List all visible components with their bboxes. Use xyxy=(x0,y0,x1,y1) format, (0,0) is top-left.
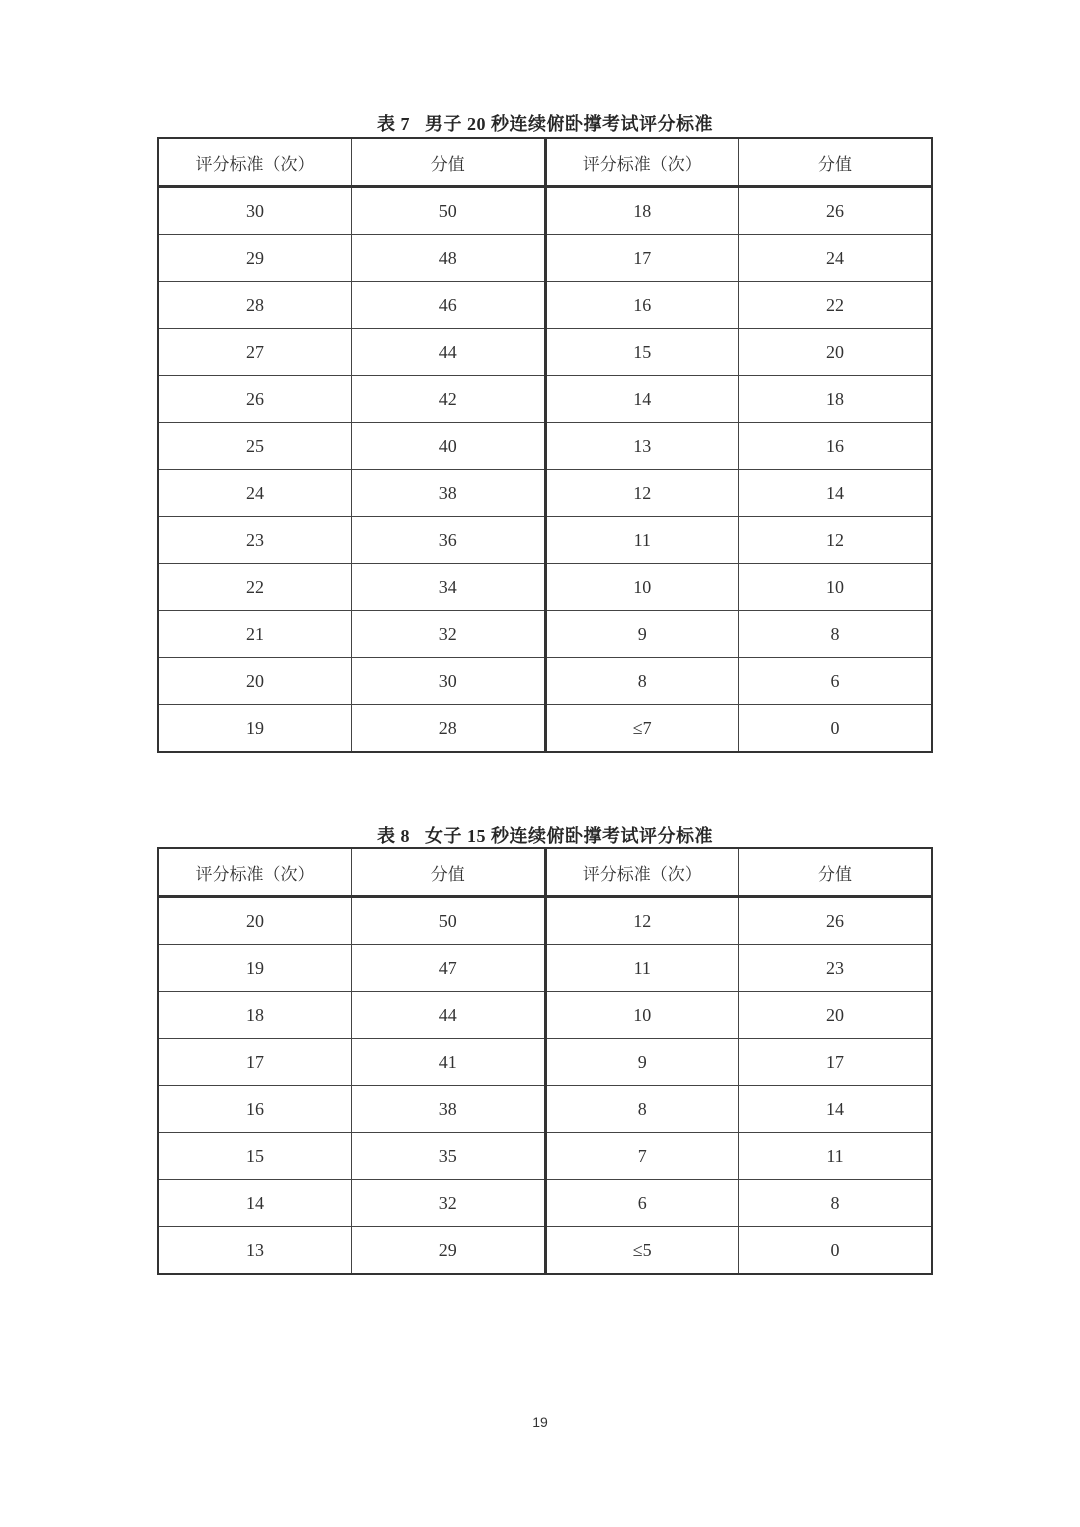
table8-caption: 表 8 女子 15 秒连续俯卧撑考试评分标准 xyxy=(377,826,713,846)
table-cell: 14 xyxy=(545,376,739,423)
table-row xyxy=(158,235,932,282)
table-cell: 30 xyxy=(158,187,352,235)
table-cell: 19 xyxy=(158,705,352,753)
table-cell: 47 xyxy=(352,945,546,992)
table-row xyxy=(158,470,932,517)
table-cell: 13 xyxy=(158,1227,352,1275)
table-cell: 48 xyxy=(352,235,546,282)
table-row xyxy=(158,897,932,945)
table-row xyxy=(158,992,932,1039)
table-cell: 12 xyxy=(545,470,739,517)
table-cell: 30 xyxy=(352,658,546,705)
table-cell: 20 xyxy=(739,992,933,1039)
table-cell: 16 xyxy=(158,1086,352,1133)
table-cell: 34 xyxy=(352,564,546,611)
table-cell: 50 xyxy=(352,187,546,235)
table-cell: 26 xyxy=(739,897,933,945)
table-row xyxy=(158,423,932,470)
table-cell: 17 xyxy=(158,1039,352,1086)
table-cell: 0 xyxy=(739,1227,933,1275)
table-cell: 32 xyxy=(352,1180,546,1227)
table-cell: 50 xyxy=(352,897,546,945)
table-cell: 14 xyxy=(739,470,933,517)
table-row xyxy=(158,705,932,753)
table-cell: 22 xyxy=(739,282,933,329)
table7-header xyxy=(158,138,932,187)
table-row xyxy=(158,517,932,564)
table-cell: 20 xyxy=(158,897,352,945)
table-cell: 21 xyxy=(158,611,352,658)
table-cell: 14 xyxy=(739,1086,933,1133)
table-cell: 13 xyxy=(545,423,739,470)
table-cell: 24 xyxy=(739,235,933,282)
table-row xyxy=(158,187,932,235)
column-header: 分值 xyxy=(352,848,546,897)
table-row xyxy=(158,945,932,992)
table-cell: 11 xyxy=(545,945,739,992)
table-cell: 41 xyxy=(352,1039,546,1086)
page-number: 19 xyxy=(532,1414,548,1430)
table-cell: 8 xyxy=(739,611,933,658)
table8-female-pushup-scoring xyxy=(157,847,933,1275)
table-cell: 42 xyxy=(352,376,546,423)
table-cell: 14 xyxy=(158,1180,352,1227)
table-cell: 17 xyxy=(739,1039,933,1086)
table-cell: 25 xyxy=(158,423,352,470)
column-header: 分值 xyxy=(352,138,546,187)
column-header: 评分标准（次） xyxy=(158,848,352,897)
table-cell: 18 xyxy=(739,376,933,423)
table-cell: 9 xyxy=(545,611,739,658)
table-cell: 23 xyxy=(739,945,933,992)
table-cell: 27 xyxy=(158,329,352,376)
table-cell: 19 xyxy=(158,945,352,992)
table-cell: 20 xyxy=(158,658,352,705)
header-row xyxy=(158,848,932,897)
table-cell: 16 xyxy=(545,282,739,329)
table-row xyxy=(158,1039,932,1086)
table-row xyxy=(158,1133,932,1180)
table-cell: 11 xyxy=(545,517,739,564)
column-header: 分值 xyxy=(739,848,933,897)
table-cell: 26 xyxy=(158,376,352,423)
table-cell: 40 xyxy=(352,423,546,470)
table-cell: 6 xyxy=(545,1180,739,1227)
table7-caption: 表 7 男子 20 秒连续俯卧撑考试评分标准 xyxy=(377,114,713,134)
table-cell: 44 xyxy=(352,992,546,1039)
table-cell: 9 xyxy=(545,1039,739,1086)
table8-header xyxy=(158,848,932,897)
table-row xyxy=(158,564,932,611)
table-cell: 12 xyxy=(739,517,933,564)
table7-male-pushup-scoring xyxy=(157,137,933,753)
table-cell: 28 xyxy=(158,282,352,329)
table-cell: ≤7 xyxy=(545,705,739,753)
table-cell: 10 xyxy=(739,564,933,611)
table-cell: 44 xyxy=(352,329,546,376)
table-cell: 10 xyxy=(545,992,739,1039)
table7-body xyxy=(158,187,932,753)
table-cell: 17 xyxy=(545,235,739,282)
table-cell: 7 xyxy=(545,1133,739,1180)
table-cell: 26 xyxy=(739,187,933,235)
table-row xyxy=(158,658,932,705)
table-cell: 8 xyxy=(739,1180,933,1227)
table-cell: 15 xyxy=(158,1133,352,1180)
table-cell: ≤5 xyxy=(545,1227,739,1275)
table-cell: 11 xyxy=(739,1133,933,1180)
table-cell: 8 xyxy=(545,1086,739,1133)
table-row xyxy=(158,376,932,423)
table-cell: 29 xyxy=(352,1227,546,1275)
table-cell: 46 xyxy=(352,282,546,329)
table-cell: 18 xyxy=(545,187,739,235)
table-cell: 24 xyxy=(158,470,352,517)
table-cell: 8 xyxy=(545,658,739,705)
table-cell: 29 xyxy=(158,235,352,282)
table-row xyxy=(158,1227,932,1275)
table-row xyxy=(158,611,932,658)
table-cell: 38 xyxy=(352,470,546,517)
table-cell: 15 xyxy=(545,329,739,376)
table-cell: 35 xyxy=(352,1133,546,1180)
column-header: 评分标准（次） xyxy=(545,848,739,897)
table-cell: 20 xyxy=(739,329,933,376)
table-cell: 22 xyxy=(158,564,352,611)
column-header: 评分标准（次） xyxy=(158,138,352,187)
table-cell: 10 xyxy=(545,564,739,611)
table-cell: 32 xyxy=(352,611,546,658)
table-row xyxy=(158,329,932,376)
table-row xyxy=(158,1180,932,1227)
table-cell: 38 xyxy=(352,1086,546,1133)
column-header: 分值 xyxy=(739,138,933,187)
table-row xyxy=(158,282,932,329)
column-header: 评分标准（次） xyxy=(545,138,739,187)
table-cell: 16 xyxy=(739,423,933,470)
table-cell: 23 xyxy=(158,517,352,564)
table-cell: 36 xyxy=(352,517,546,564)
table-cell: 18 xyxy=(158,992,352,1039)
table-cell: 0 xyxy=(739,705,933,753)
table-cell: 12 xyxy=(545,897,739,945)
table-row xyxy=(158,1086,932,1133)
header-row xyxy=(158,138,932,187)
table-cell: 6 xyxy=(739,658,933,705)
table-cell: 28 xyxy=(352,705,546,753)
table8-body xyxy=(158,897,932,1275)
